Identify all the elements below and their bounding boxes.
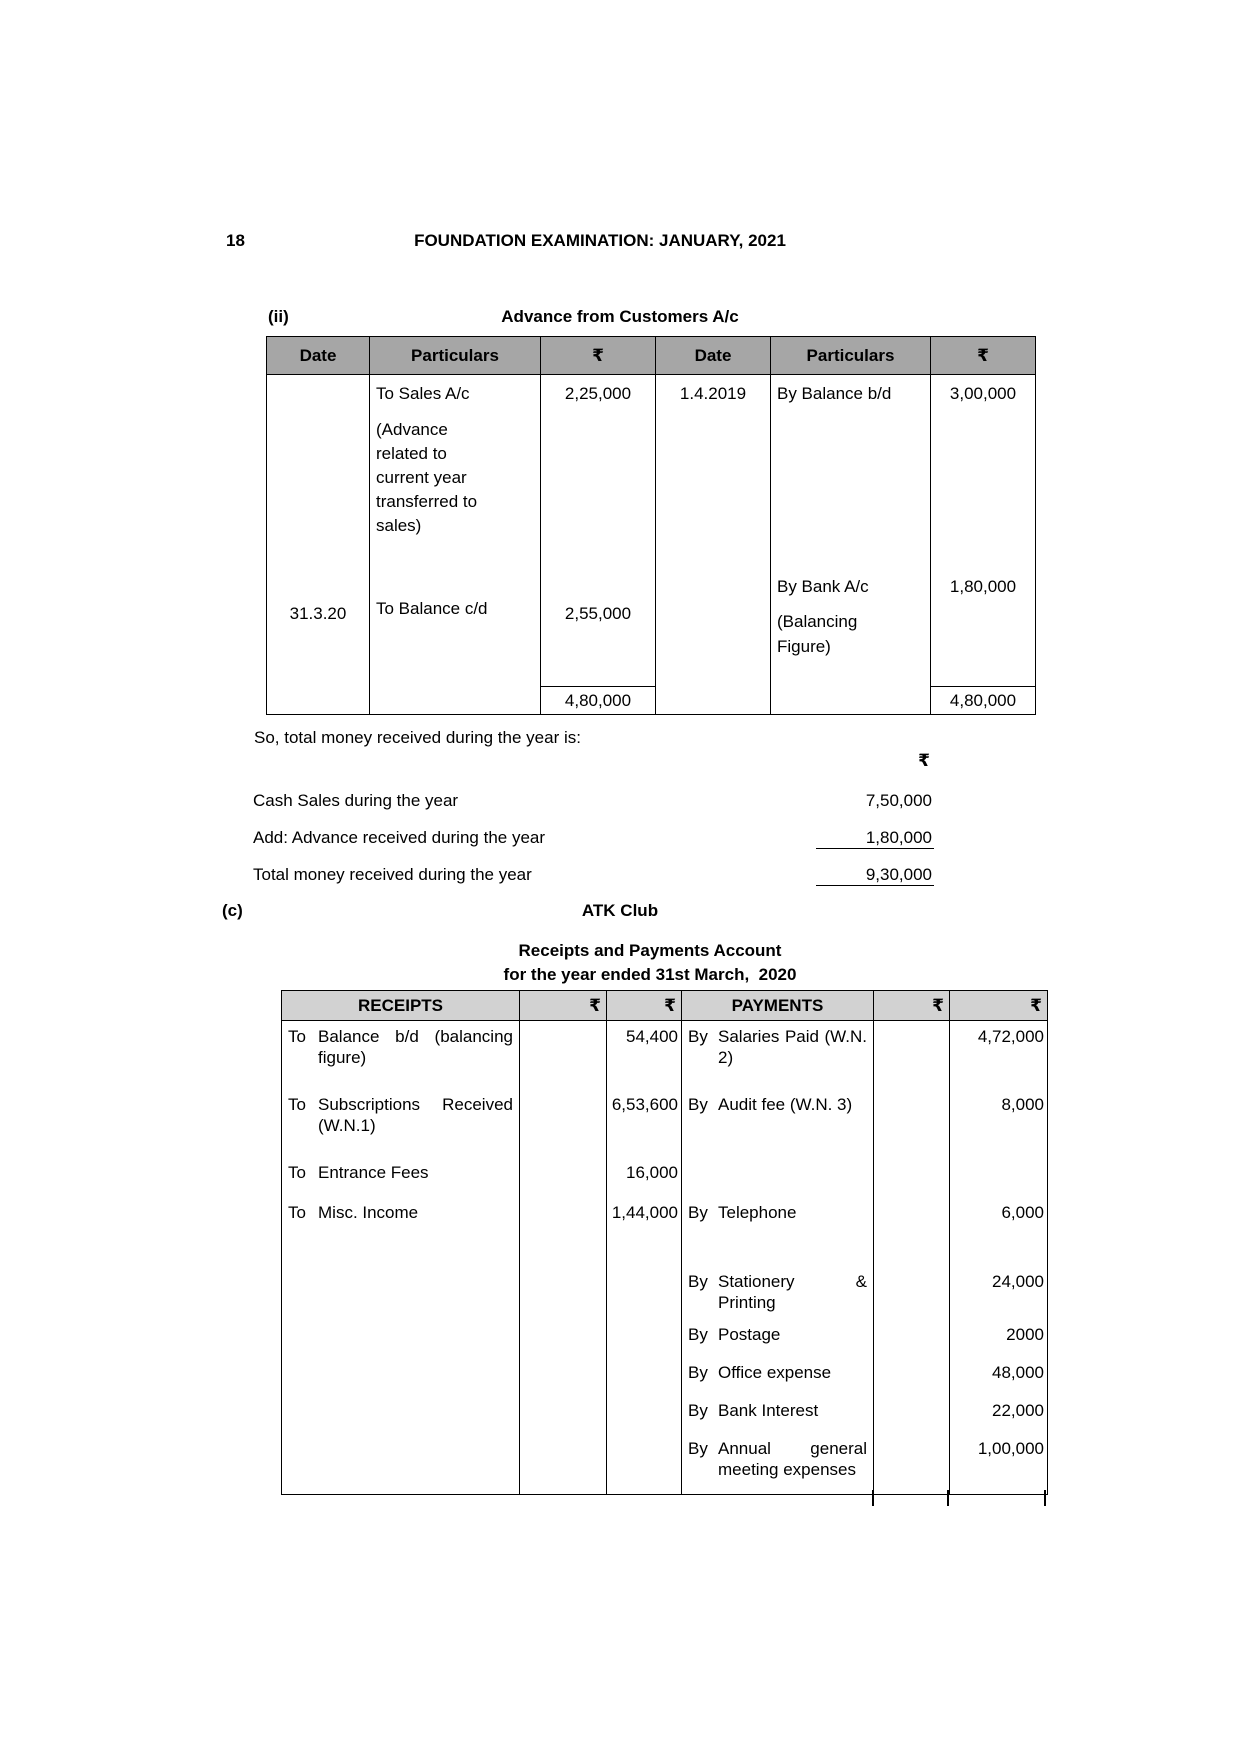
receipt-item-cell bbox=[282, 1089, 520, 1157]
spacer-cell bbox=[370, 687, 541, 715]
payment-text: Annual general meeting expenses bbox=[718, 1438, 867, 1479]
column-header-particulars-right: Particulars bbox=[771, 337, 931, 375]
column-header-rupee-sub-receipts: ₹ bbox=[520, 991, 607, 1021]
summary-row-advance bbox=[253, 819, 934, 856]
payment-prefix: By bbox=[688, 1271, 708, 1291]
receipt-text: Subscriptions Received (W.N.1) bbox=[318, 1094, 513, 1135]
rp-row bbox=[282, 1395, 1048, 1433]
receipt-subamount-cell bbox=[520, 1395, 607, 1433]
page-number: 18 bbox=[226, 231, 245, 250]
debit-date-cell bbox=[267, 375, 370, 687]
column-header-receipts: RECEIPTS bbox=[282, 991, 520, 1021]
receipt-subamount-cell bbox=[520, 1319, 607, 1357]
receipt-prefix: To bbox=[288, 1094, 306, 1114]
payment-item-cell bbox=[682, 1357, 874, 1395]
receipt-item-cell bbox=[282, 1157, 520, 1197]
payment-item-cell bbox=[682, 1395, 874, 1433]
payment-subamount-cell bbox=[874, 1157, 950, 1197]
receipt-prefix: To bbox=[288, 1027, 306, 1046]
receipt-subamount-cell bbox=[520, 1021, 607, 1089]
column-header-rupee-sub-payments: ₹ bbox=[874, 991, 950, 1021]
debit-entry1-note: (Advance related to current year transferred to sales) bbox=[376, 420, 478, 535]
payment-item-cell bbox=[682, 1319, 874, 1357]
rupee-symbol: ₹ bbox=[918, 751, 930, 770]
summary-row-total bbox=[253, 856, 934, 893]
account-table-body-row bbox=[267, 375, 1036, 687]
money-received-summary bbox=[253, 750, 934, 893]
summary-row-cash-sales bbox=[253, 782, 934, 819]
receipt-text: Balance b/d (balancing figure) bbox=[318, 1027, 513, 1067]
payment-text: Postage bbox=[718, 1324, 781, 1344]
column-header-rupee-right: ₹ bbox=[931, 337, 1036, 375]
rp-row bbox=[282, 1089, 1048, 1157]
account-table-total-row bbox=[267, 687, 1036, 715]
table-border-stub bbox=[872, 1490, 874, 1506]
payment-subamount-cell bbox=[874, 1319, 950, 1357]
receipt-item-cell bbox=[282, 1197, 520, 1237]
summary-label: Total money received during the year bbox=[253, 865, 532, 884]
debit-entry2-particulars: To Balance c/d bbox=[376, 599, 488, 618]
receipt-amount: 6,53,600 bbox=[607, 1089, 682, 1157]
payment-subamount-cell bbox=[874, 1395, 950, 1433]
receipts-and-payments-table bbox=[281, 990, 1047, 1495]
section-ii-label: (ii) bbox=[268, 307, 289, 326]
credit-particulars-cell bbox=[771, 375, 931, 687]
credit-total-amount: 4,80,000 bbox=[931, 687, 1036, 715]
summary-label: Cash Sales during the year bbox=[253, 791, 459, 810]
receipt-item-cell bbox=[282, 1395, 520, 1433]
credit-amount-cell bbox=[931, 375, 1036, 687]
summary-label: Add: Advance received during the year bbox=[253, 828, 546, 847]
payment-text: Office expense bbox=[718, 1362, 832, 1382]
payment-amount: 24,000 bbox=[950, 1237, 1048, 1319]
payment-prefix: By bbox=[688, 1202, 708, 1222]
credit-entry2-note: (Balancing Figure) bbox=[777, 612, 858, 656]
column-header-payments: PAYMENTS bbox=[682, 991, 874, 1021]
rp-row bbox=[282, 1237, 1048, 1319]
credit-entry1-date: 1.4.2019 bbox=[679, 384, 747, 403]
rp-account-subtitle-line1: Receipts and Payments Account bbox=[518, 941, 782, 960]
receipt-amount bbox=[607, 1395, 682, 1433]
payment-text: Stationery & Printing bbox=[718, 1271, 867, 1312]
table-border-stub bbox=[947, 1490, 949, 1506]
payment-subamount-cell bbox=[874, 1357, 950, 1395]
debit-particulars-cell bbox=[370, 375, 541, 687]
receipt-amount: 16,000 bbox=[607, 1157, 682, 1197]
receipt-subamount-cell bbox=[520, 1197, 607, 1237]
payment-text: Audit fee (W.N. 3) bbox=[718, 1094, 853, 1114]
debit-entry1-amount: 2,25,000 bbox=[564, 384, 632, 403]
receipt-subamount-cell bbox=[520, 1237, 607, 1319]
credit-entry2-particulars: By Bank A/c bbox=[777, 577, 869, 596]
payment-prefix: By bbox=[688, 1094, 708, 1114]
payment-item-cell bbox=[682, 1089, 874, 1157]
column-header-rupee-total-payments: ₹ bbox=[950, 991, 1048, 1021]
account-table-header-row bbox=[267, 337, 1036, 375]
rp-row bbox=[282, 1157, 1048, 1197]
payment-amount: 22,000 bbox=[950, 1395, 1048, 1433]
page-header-title: FOUNDATION EXAMINATION: JANUARY, 2021 bbox=[414, 231, 786, 250]
rp-row bbox=[282, 1197, 1048, 1237]
receipt-subamount-cell bbox=[520, 1089, 607, 1157]
payment-prefix: By bbox=[688, 1400, 708, 1420]
receipt-prefix: To bbox=[288, 1162, 306, 1182]
debit-amount-cell bbox=[541, 375, 656, 687]
payment-text: Bank Interest bbox=[718, 1400, 819, 1420]
payment-amount: 48,000 bbox=[950, 1357, 1048, 1395]
payment-text: Telephone bbox=[718, 1202, 797, 1222]
payment-amount: 1,00,000 bbox=[950, 1433, 1048, 1495]
receipt-amount bbox=[607, 1433, 682, 1495]
debit-entry2-amount: 2,55,000 bbox=[564, 604, 632, 623]
payment-text: Salaries Paid (W.N. 2) bbox=[718, 1027, 867, 1067]
section-c-title: ATK Club bbox=[581, 901, 659, 920]
payment-subamount-cell bbox=[874, 1089, 950, 1157]
receipt-item-cell bbox=[282, 1319, 520, 1357]
receipt-subamount-cell bbox=[520, 1357, 607, 1395]
payment-amount: 8,000 bbox=[950, 1089, 1048, 1157]
summary-amount: 7,50,000 bbox=[865, 791, 932, 810]
spacer-cell bbox=[267, 687, 370, 715]
column-header-rupee-left: ₹ bbox=[541, 337, 656, 375]
credit-entry1-particulars: By Balance b/d bbox=[777, 384, 892, 403]
payment-prefix: By bbox=[688, 1324, 708, 1344]
receipt-amount bbox=[607, 1237, 682, 1319]
receipt-text: Entrance Fees bbox=[318, 1162, 429, 1182]
receipt-text: Misc. Income bbox=[318, 1202, 419, 1222]
payment-prefix: By bbox=[688, 1027, 708, 1046]
rp-row bbox=[282, 1021, 1048, 1089]
summary-amount: 9,30,000 bbox=[816, 864, 934, 886]
receipt-subamount-cell bbox=[520, 1157, 607, 1197]
rp-row bbox=[282, 1319, 1048, 1357]
payment-subamount-cell bbox=[874, 1433, 950, 1495]
rp-row bbox=[282, 1357, 1048, 1395]
payment-amount: 6,000 bbox=[950, 1197, 1048, 1237]
receipt-amount bbox=[607, 1319, 682, 1357]
receipt-amount: 1,44,000 bbox=[607, 1197, 682, 1237]
credit-date-cell bbox=[656, 375, 771, 687]
receipt-amount bbox=[607, 1357, 682, 1395]
payment-item-cell bbox=[682, 1021, 874, 1089]
credit-entry1-amount: 3,00,000 bbox=[949, 384, 1017, 403]
payment-prefix: By bbox=[688, 1438, 708, 1458]
receipt-item-cell bbox=[282, 1357, 520, 1395]
payment-prefix: By bbox=[688, 1362, 708, 1382]
receipt-subamount-cell bbox=[520, 1433, 607, 1495]
payment-subamount-cell bbox=[874, 1197, 950, 1237]
payment-amount bbox=[950, 1157, 1048, 1197]
payment-amount: 4,72,000 bbox=[950, 1021, 1048, 1089]
payment-subamount-cell bbox=[874, 1021, 950, 1089]
debit-entry1-particulars: To Sales A/c bbox=[376, 384, 470, 403]
payment-item-cell bbox=[682, 1237, 874, 1319]
column-header-rupee-total-receipts: ₹ bbox=[607, 991, 682, 1021]
advance-from-customers-account-table bbox=[266, 336, 1035, 715]
section-c-label: (c) bbox=[222, 901, 243, 920]
receipt-item-cell bbox=[282, 1237, 520, 1319]
receipt-prefix: To bbox=[288, 1202, 306, 1222]
spacer-cell bbox=[771, 687, 931, 715]
rp-account-subtitle-line2: for the year ended 31st March, 2020 bbox=[503, 965, 797, 984]
spacer-cell bbox=[656, 687, 771, 715]
rp-row bbox=[282, 1433, 1048, 1495]
payment-item-cell bbox=[682, 1433, 874, 1495]
table-border-stub bbox=[1044, 1490, 1046, 1506]
summary-amount: 1,80,000 bbox=[816, 827, 934, 849]
column-header-date-left: Date bbox=[267, 337, 370, 375]
rp-table-header-row bbox=[282, 991, 1048, 1021]
column-header-date-right: Date bbox=[656, 337, 771, 375]
receipt-item-cell bbox=[282, 1021, 520, 1089]
column-header-particulars-left: Particulars bbox=[370, 337, 541, 375]
payment-amount: 2000 bbox=[950, 1319, 1048, 1357]
debit-total-amount: 4,80,000 bbox=[541, 687, 656, 715]
payment-item-cell bbox=[682, 1197, 874, 1237]
total-money-note: So, total money received during the year is: bbox=[254, 728, 581, 747]
receipt-item-cell bbox=[282, 1433, 520, 1495]
debit-entry2-date: 31.3.20 bbox=[289, 604, 347, 623]
section-ii-title: Advance from Customers A/c bbox=[501, 307, 739, 326]
credit-entry2-amount: 1,80,000 bbox=[949, 577, 1017, 596]
payment-item-cell bbox=[682, 1157, 874, 1197]
receipt-amount: 54,400 bbox=[607, 1021, 682, 1089]
payment-subamount-cell bbox=[874, 1237, 950, 1319]
